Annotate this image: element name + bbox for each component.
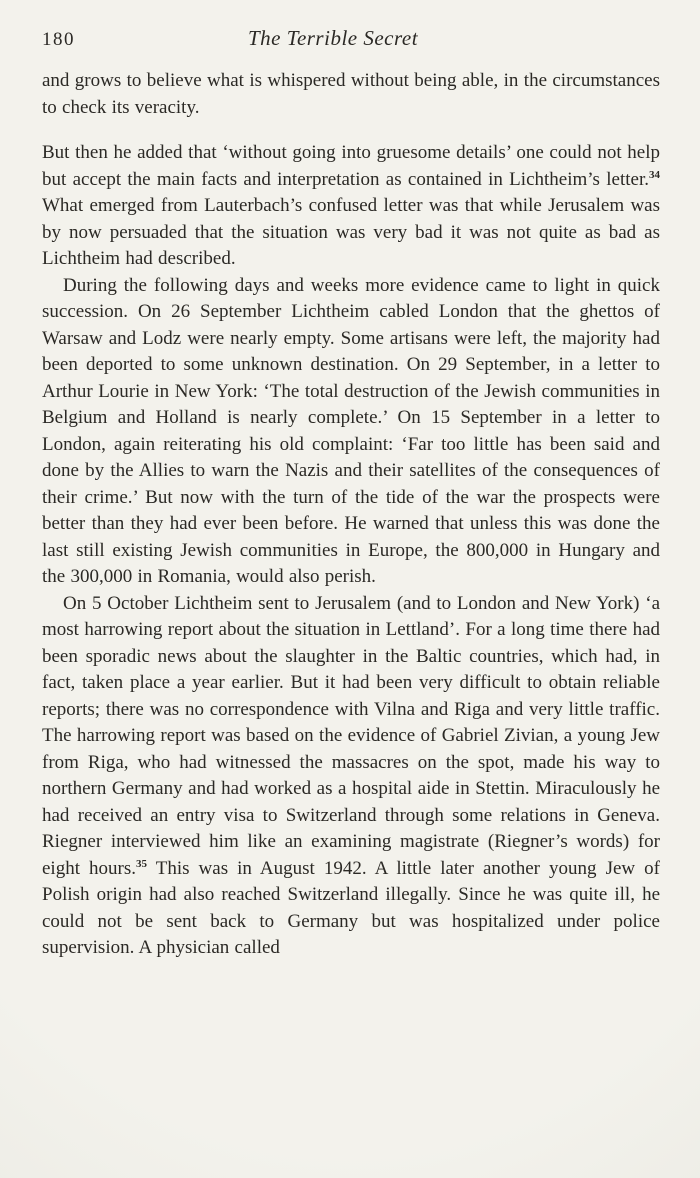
paragraph-2 [42, 140, 660, 273]
body-text [42, 68, 660, 962]
footnote-ref-35: 35 [136, 857, 148, 870]
paragraph-2-text-b: What emerged from Lauterbach’s confused letter was that while Jerusalem was by now persuaded that the situation was very bad it was not quite as bad as Lichtheim had described. [42, 195, 660, 269]
paragraph-3: During the following days and weeks more evidence came to light in quick succession. On 26 September Lichtheim cabled London that the ghettos of Warsaw and Lodz were nearly empty. Some artisans were left, the majority had been deported to some unknown destination. On 29 September, in a letter to Arthur Lourie in New York: ‘The total destruction of the Jewish communities in Belgium and Holland is nearly complete.’ On 15 September in a letter to London, again reiterating his old complaint: ‘Far too little has been said and done by the Allies to warn the Nazis and their satellites of the consequences of their crime.’ But now with the turn of the tide of the war the prospects were better than they had ever been before. He warned that unless this was done the last still existing Jewish communities in Europe, the 800,000 in Hungary and the 300,000 in Romania, would also perish. [42, 274, 660, 587]
paragraph-2-text-a: But then he added that ‘without going into gruesome details’ one could not help but accept the main facts and interpretation as contained in Lichtheim’s letter. [42, 142, 660, 190]
paragraph-4-text-a: On 5 October Lichtheim sent to Jerusalem (and to London and New York) ‘a most harrowing report about the situation in Lettland’. For a long time there had been sporadic news about the slaughter in the Baltic countries, which had, in fact, taken place a year earlier. But it had been very difficult to obtain reliable reports; there was no correspondence with Vilna and Riga and very little traffic. The harrowing report was based on the evidence of Gabriel Zivian, a young Jew from Riga, who had witnessed the massacres on the spot, made his way to northern Germany and had worked as a hospital aide in Stettin. Miraculously he had received an entry visa to Switzerland through some relations in Geneva. Riegner interviewed him like an examining magistrate (Riegner’s words) for eight hours. [42, 592, 660, 879]
running-title: The Terrible Secret [247, 26, 419, 50]
paragraph-4-text-b: This was in August 1942. A little later another young Jew of Polish origin had also reached Switzerland illegally. Since he was quite ill, he could not be sent back to Germany but was hospitalized under police supervision. A physician called [42, 857, 660, 958]
paragraph-1: and grows to believe what is whispered without being able, in the circumstances to check its veracity. [42, 70, 660, 118]
paragraph-4 [42, 591, 660, 962]
page-number: 180 [42, 29, 75, 50]
page-header [42, 26, 660, 51]
footnote-ref-34: 34 [649, 168, 660, 181]
